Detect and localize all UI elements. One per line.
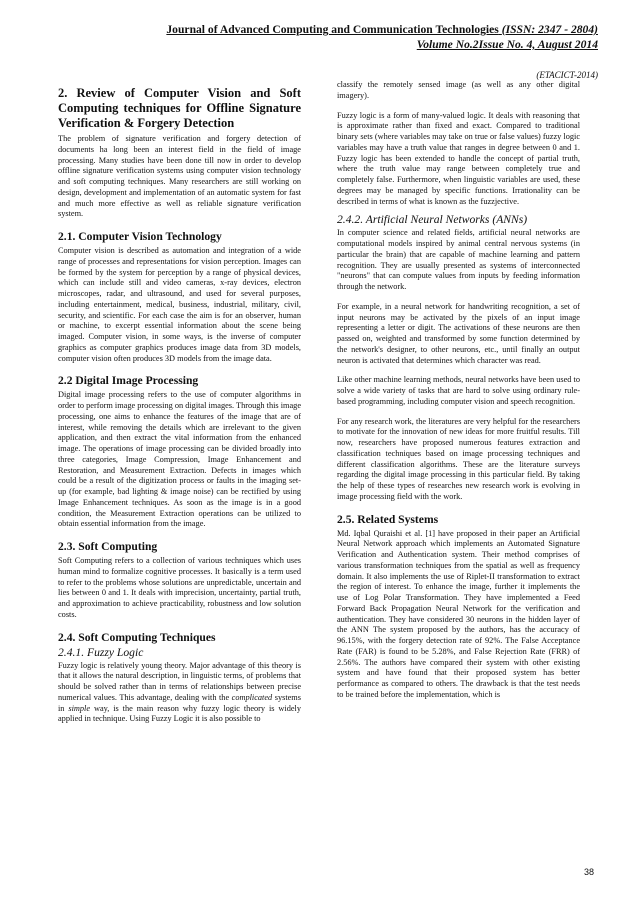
section-ann-text-4: For any research work, the literatures are very helpful for the researchers to motivate for the innovation of new ideas for more fruitful results. Till now, researchers have proposed numerous features extraction and classification techniques based on image processing techniques and different classification algorithms. These are the literature surveys regarding the digital image processing in this particular field. By taking the help of these types of researches new research work is evolving in image processing field with the work. bbox=[337, 416, 580, 501]
right-column bbox=[337, 80, 580, 710]
section-dip-heading: 2.2 Digital Image Processing bbox=[58, 374, 199, 388]
section-review-text: The problem of signature verification and forgery detection of documents ha long been an interest field in the field of image processing. Many studies have been done till now in order to develop offline signature verification systems using computer vision technology and soft computing techniques. Many researchers are still working on design, development and implementation of an automatic system for fast and much more effective as well as reliable signature verification system. bbox=[58, 134, 301, 219]
section-cv-text: Computer vision is described as automation and integration of a wide range of processes and representations for vision perception. Images can be formed by the system for perception by a range of physical devices, which can include still and video cameras, x-ray devices, electron microscopes, radar, and ultrasound, and used for several purposes, including entertainment, medical, business, industrial, military, civil, security, and scientific. For each case the aim is for an observer, human or machine, to excerpt essential information about the scene being imaged. Computer vision, in some ways, is the inverse of computer graphics as computer graphics produces image data from 3D models, computer vision often produces 3D models from the image data. bbox=[58, 246, 301, 363]
section-ann-heading: 2.4.2. Artificial Neural Networks (ANNs) bbox=[337, 213, 528, 227]
fl-continued-text: classify the remotely sensed image (as well as any other digital imagery). bbox=[337, 80, 580, 100]
section-fl-text: Fuzzy logic is relatively young theory. Major advantage of this theory is that it allows the natural description, in linguistic terms, of problems that should be solved rather than in terms of relationships between precise numerical values. This advantage, dealing with the complicated systems in simple way, is the main reason why fuzzy logic theory is widely applied in technique. Using Fuzzy Logic it is also possible to bbox=[58, 660, 302, 724]
section-sct-heading: 2.4. Soft Computing Techniques bbox=[58, 630, 216, 644]
section-ann-text-1: In computer science and related fields, artificial neural networks are computational models inspired by animal central nervous systems (in particular the brain) that are capable of machine learning and pattern recognition. They are usually presented as systems of interconnected "neurons" that can compute values from inputs by feeding information through the network. bbox=[337, 228, 580, 291]
section-related-text: Md. Iqbal Quraishi et al. [1] have proposed in their paper an Artificial Neural Network approach which implements an Automated Signature Verification and Authentication system. Their method comprises of various transformation techniques from the spatial as well as frequency domain. It also implements the use of Riplet-II transformation to extract the region of interest. To enhance the image, further it implements the use of Log Polar Transformation. They have implemented a Feed Forward Back Propagation Neural Network for the verification and authentication. They have considered 30 neurons in the hidden layer of the ANN The system proposed by the authors, has the accuracy of 96.15%, with the forgery detection rate of 92%. The False Acceptance Rate (FAR) is found to be 5.28%, and False Rejection Rate (FRR) of 2.56%. The authors have compared their system with other existing system and have found that their proposed system has better performance as compared to others. The drawback is that the test needs to be trained before the implementation, which is bbox=[337, 528, 580, 699]
journal-title-line bbox=[40, 22, 598, 37]
journal-issn: (ISSN: 2347 - 2804) bbox=[501, 23, 598, 36]
conference-tag: (ETACICT-2014) bbox=[536, 70, 598, 80]
journal-volume: Volume No.2Issue No. 4, August 2014 bbox=[416, 38, 598, 51]
journal-header bbox=[40, 22, 598, 52]
section-sc-text: Soft Computing refers to a collection of various techniques which uses human mind to formalize cognitive processes. It basically is a term used to refer to the problems whose solutions are unpredictable, uncertain and lies between 0 and 1. It deals with imprecision, uncertainty, partial truth, and approximation to achieve practicability, robustness and low solution costs. bbox=[58, 556, 301, 619]
section-ann-text-3: Like other machine learning methods, neural networks have been used to solve a wide variety of tasks that are hard to solve using ordinary rule-based programming, including computer vision and speech recognition. bbox=[337, 375, 580, 406]
section-related-heading: 2.5. Related Systems bbox=[337, 512, 439, 526]
section-ann-text-2: For example, in a neural network for handwriting recognition, a set of input neurons may be activated by the pixels of an input image representing a letter or digit. The activations of these neurons are then passed on, weighted and transformed by some function determined by the network's designer, to other neurons, etc., until finally an output neuron is activated that determines which character was read. bbox=[337, 301, 580, 365]
section-review-heading: 2. Review of Computer Vision and Soft Computing techniques for Offline Signature Verification & Forgery Detection bbox=[58, 86, 301, 130]
page-number: 38 bbox=[583, 867, 594, 877]
section-dip-text: Digital image processing refers to the use of computer algorithms in order to perform image processing on digital images. Through this image processing, one aims to enhance the features of the image that are of interest, while removing the details which are irrelevant to the given application, and then extract the vital information from the enhanced image. The operations of image processing can be divided broadly into three categories, Image Compression, Image Enhancement and Restoration, and Measurement Extraction. Defects in images which could be a result of the digitization process or faults in the imaging set-up (for example, bad lighting & image noise) can be rectified by using Image Enhancement techniques. As soon as the image is in a good condition, the Measurement Extraction operations can be utilized to obtain essential information from the image. bbox=[58, 390, 301, 529]
journal-name: Journal of Advanced Computing and Communication Technologies bbox=[166, 23, 499, 36]
section-fl-heading: 2.4.1. Fuzzy Logic bbox=[58, 645, 144, 659]
section-sc-heading: 2.3. Soft Computing bbox=[58, 540, 158, 553]
section-cv-heading: 2.1. Computer Vision Technology bbox=[58, 230, 222, 243]
fuzzy-logic-text: Fuzzy logic is a form of many-valued logic. It deals with reasoning that is approximate rather than fixed and exact. Compared to traditional binary sets (where variables may take on true or false values) fuzzy logic variables may have a truth value that ranges in degree between 0 and 1. Fuzzy logic has been extended to handle the concept of partial truth, where the truth value may range between completely true and completely false. Furthermore, when linguistic variables are used, these degrees may be managed by specific functions. Irrationality can be described in terms of what is known as the fuzzjective. bbox=[337, 110, 580, 206]
left-column bbox=[58, 86, 301, 734]
